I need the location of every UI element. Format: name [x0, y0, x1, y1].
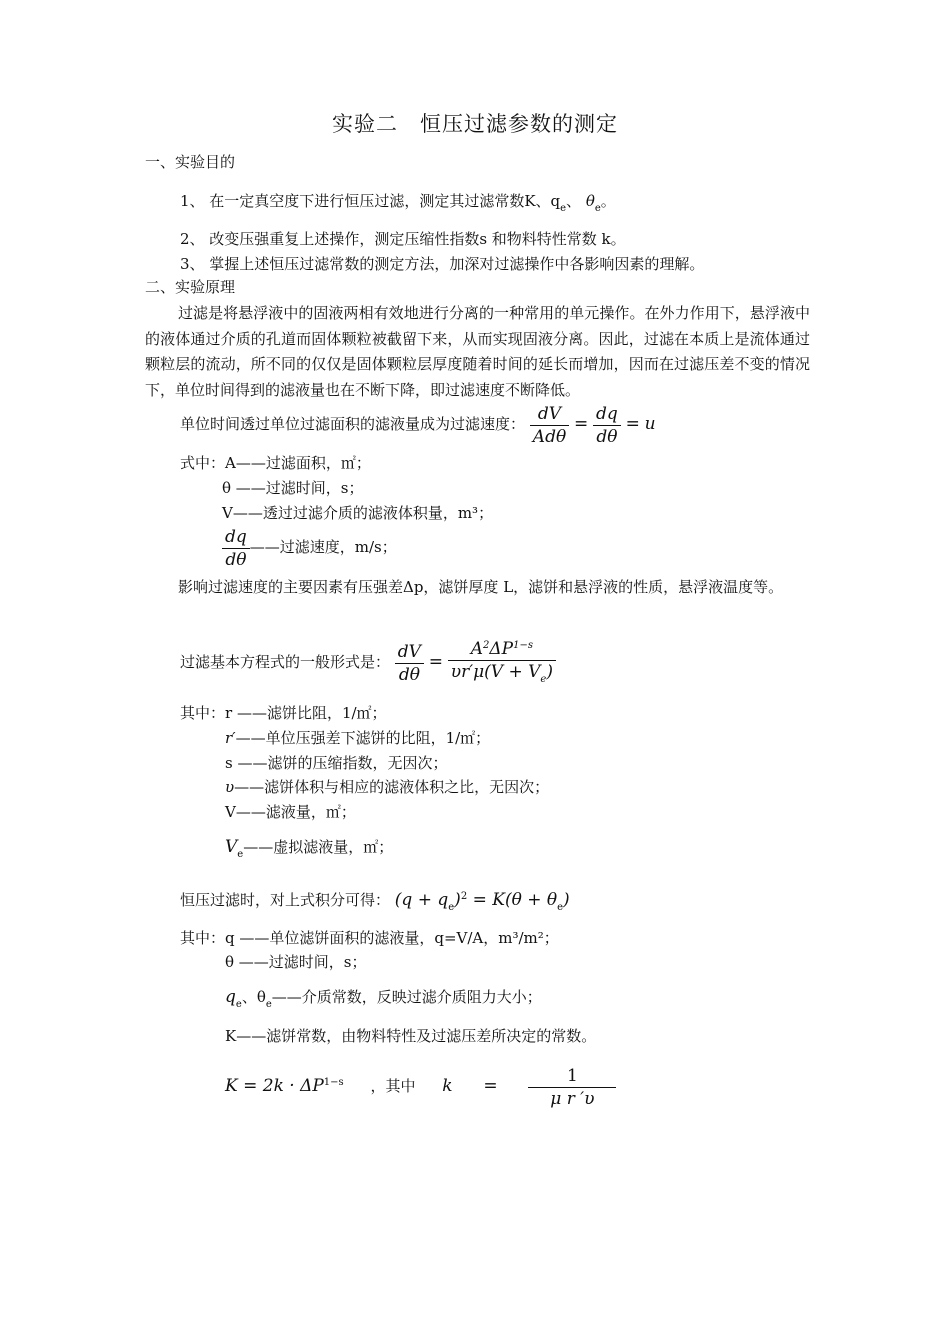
objective-item-1: [180, 190, 616, 220]
definition-rate-text: ——过滤速度，m/s；: [249, 538, 397, 556]
fraction-numerator: [448, 635, 556, 660]
ve-symbol: V: [225, 837, 238, 857]
rate-fraction: [222, 526, 250, 571]
velocity-symbol: u: [644, 414, 656, 434]
definition-area: 式中：A——过滤面积，㎡；: [180, 454, 371, 472]
subscript: e: [594, 203, 601, 214]
where-theta: θ ——过滤时间，s；: [225, 953, 367, 971]
where-k: K——滤饼常数，由物料特性及过滤压差所决定的常数。: [225, 1027, 597, 1045]
superscript: 2: [460, 891, 468, 902]
denominator-text: υr′μ(V + V: [450, 662, 541, 682]
definition-time: θ ——过滤时间，s；: [222, 479, 364, 497]
subscript: e: [540, 674, 547, 685]
lhs-open: (q + q: [394, 890, 449, 910]
k-symbol: k: [442, 1076, 453, 1096]
period: 。: [600, 192, 616, 210]
fraction-denominator: dθ: [222, 548, 250, 571]
rate-fraction-2: [593, 403, 621, 448]
definition-volume: V——透过过滤介质的滤液体积量，m³；: [222, 504, 494, 522]
k-where-text: ，其中: [370, 1077, 416, 1095]
separator: 、θ: [241, 988, 266, 1006]
lhs-close: ): [454, 890, 461, 910]
where-qe-thetae: [225, 986, 542, 1016]
basic-equation: [180, 634, 556, 690]
fraction-numerator: dV: [537, 403, 562, 424]
rhs-expression: = K(θ + θ: [467, 890, 558, 910]
subscript: e: [235, 999, 242, 1010]
fraction-denominator: dθ: [593, 425, 621, 448]
where-qe-text: ——介质常数，反映过滤介质阻力大小；: [271, 988, 542, 1006]
equals-sign: =: [483, 1076, 498, 1096]
fraction-numerator: 1: [566, 1065, 578, 1086]
where-r: 其中：r ——滤饼比阻，1/㎡；: [180, 704, 387, 722]
constant-pressure-equation: [180, 882, 570, 912]
where-upsilon: [225, 776, 549, 798]
subscript: e: [237, 849, 244, 860]
section-heading-objectives: 一、实验目的: [145, 153, 236, 171]
fraction-numerator: dV: [397, 641, 421, 662]
where-upsilon-text: ——滤饼体积与相应的滤液体积之比，无因次；: [234, 778, 550, 796]
rhs-close: ): [563, 890, 570, 910]
filtration-rate-definition: [180, 400, 656, 448]
fraction-denominator: μ r ′υ: [528, 1087, 616, 1110]
k-expression: K = 2k · ΔP: [225, 1076, 324, 1096]
where-v: V——滤液量，㎡；: [225, 803, 356, 821]
fraction-numerator: dq: [596, 403, 618, 424]
r-prime-symbol: r′: [225, 729, 236, 747]
objective-item-1-text: 1、 在一定真空度下进行恒压过滤，测定其过滤常数K、q: [180, 192, 561, 210]
subscript: e: [448, 902, 455, 913]
where-ve-text: ——虚拟滤液量，㎡；: [243, 838, 394, 856]
k-equation: [225, 1058, 616, 1108]
objective-item-3: 3、 掌握上述恒压过滤常数的测定方法，加深对过滤操作中各影响因素的理解。: [180, 255, 705, 273]
where-r-prime-text: ——单位压强差下滤饼的比阻，1/㎡；: [235, 729, 491, 747]
basic-rhs-fraction: [448, 635, 556, 691]
fraction-denominator: [448, 660, 556, 691]
subscript: e: [560, 203, 567, 214]
rate-text: 单位时间透过单位过滤面积的滤液量成为过滤速度：: [180, 415, 526, 433]
qe-symbol: q: [225, 987, 236, 1007]
fraction-denominator: dθ: [395, 663, 424, 686]
page-title: 实验二 恒压过滤参数的测定: [332, 112, 618, 136]
fraction-numerator: dq: [225, 526, 247, 547]
where-q: 其中：q ——单位滤饼面积的滤液量，q=V/A，m³/m²；: [180, 929, 559, 947]
separator: 、: [566, 192, 586, 210]
superscript: 1−s: [513, 640, 533, 651]
superscript: 2: [483, 640, 490, 651]
pressure-diff: ΔP: [489, 639, 514, 659]
constant-pressure-text: 恒压过滤时，对上式积分可得：: [180, 891, 391, 909]
upsilon-symbol: υ: [225, 778, 235, 796]
fraction-denominator: Adθ: [530, 425, 569, 448]
section-heading-principle: 二、实验原理: [145, 278, 236, 296]
basic-equation-text: 过滤基本方程式的一般形式是：: [180, 653, 391, 671]
principle-paragraph-1: 过滤是将悬浮液中的固液两相有效地进行分离的一种常用的单元操作。在外力作用下，悬浮液中的液体通过介质的孔道而固体颗粒被截留下来，从而实现固液分离。因此，过滤在本质上是流体通过颗粒层的流动，所不同的仅仅是固体颗粒层厚度随着时间的延长而增加，因而在过滤压差不变的情况下，单位时间得到的滤液量也在不断下降，即过滤速度不断降低。: [145, 304, 810, 399]
close-paren: ): [546, 662, 553, 682]
principle-paragraph-2: 影响过滤速度的主要因素有压强差Δp，滤饼厚度 L，滤饼和悬浮液的性质，悬浮液温度等。: [178, 578, 784, 596]
area-symbol: A: [470, 639, 484, 659]
subscript: e: [265, 999, 272, 1010]
superscript: 1−s: [323, 1077, 344, 1088]
where-s: s ——滤饼的压缩指数，无因次；: [225, 754, 448, 772]
where-r-prime: [225, 727, 490, 749]
basic-lhs-fraction: [395, 641, 424, 686]
where-ve: [225, 836, 393, 866]
definition-rate: [222, 524, 397, 570]
k-fraction: [528, 1065, 616, 1110]
equals-sign: =: [625, 414, 640, 434]
objective-item-2: 2、 改变压强重复上述操作，测定压缩性指数s 和物料特性常数 k。: [180, 230, 626, 248]
equals-sign: =: [428, 652, 443, 672]
theta-symbol: θ: [585, 192, 595, 210]
rate-fraction-1: [530, 403, 569, 448]
subscript: e: [557, 902, 564, 913]
equals-sign: =: [573, 414, 589, 434]
